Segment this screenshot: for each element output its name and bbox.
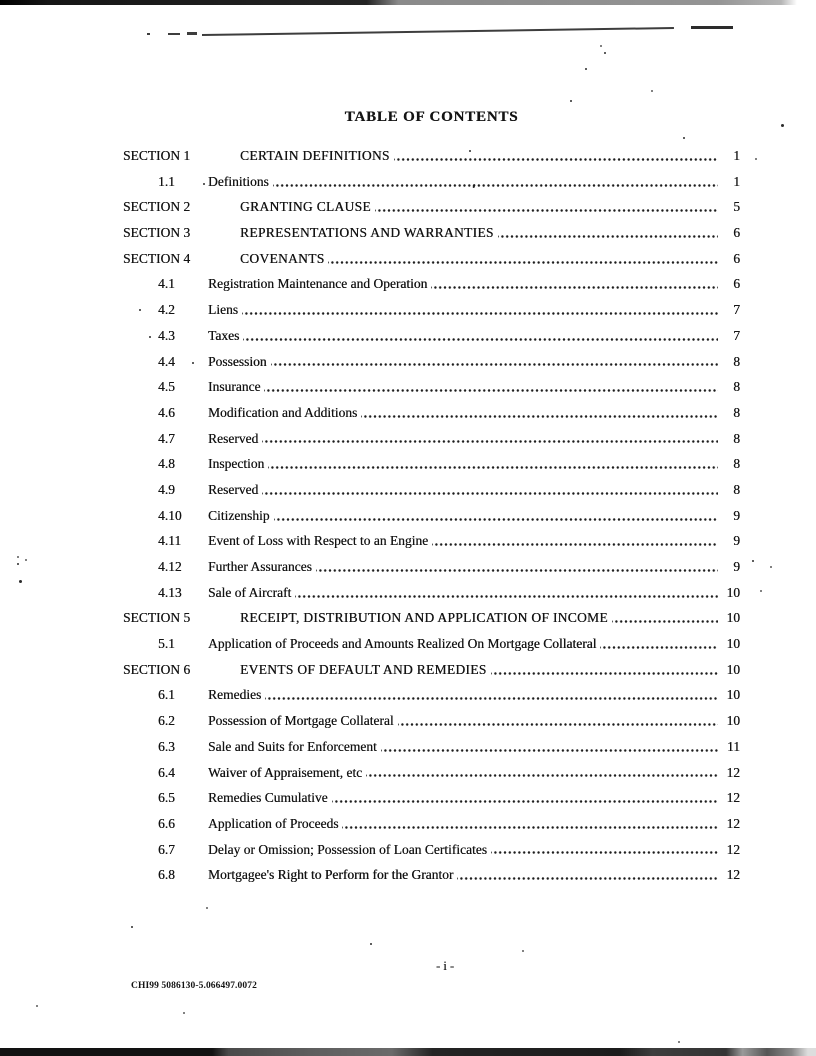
dot-leader (431, 271, 718, 297)
toc-entry-page: 8 (733, 379, 740, 395)
toc-entry-number: 5.1 (158, 636, 175, 652)
scan-speck (17, 563, 19, 565)
toc-entry-number: 4.13 (158, 584, 182, 600)
toc-entry-title: Definitions (208, 173, 269, 189)
toc-entry-number: 6.6 (158, 815, 175, 831)
toc-entry (123, 734, 740, 760)
toc-entry-title: Possession of Mortgage Collateral (208, 713, 394, 729)
toc-entry-title: Reserved (208, 481, 259, 497)
dot-leader (381, 734, 718, 760)
toc-entry (123, 657, 740, 683)
toc-entry-number: 4.7 (158, 430, 175, 446)
scan-speck (36, 1005, 38, 1007)
toc-entry-number: 4.6 (158, 404, 175, 420)
toc-entry-title: Further Assurances (208, 559, 312, 574)
table-of-contents (123, 143, 740, 888)
toc-entry-page: 9 (733, 559, 740, 574)
toc-entry-number: 4.11 (158, 533, 182, 549)
toc-entry-title: Liens (208, 302, 238, 318)
toc-entry-title: Remedies Cumulative (208, 790, 328, 806)
toc-entry-title: Registration Maintenance and Operation (208, 276, 428, 292)
toc-entry-title: Insurance (208, 379, 261, 395)
scan-speck (25, 559, 27, 561)
dot-leader (600, 631, 718, 657)
toc-entry-title: Application of Proceeds (208, 815, 339, 831)
toc-entry-title: Sale and Suits for Enforcement (208, 738, 377, 754)
toc-entry-number: SECTION 6 (123, 661, 191, 677)
scan-speck (206, 907, 208, 909)
toc-entry-title: EVENTS OF DEFAULT AND REMEDIES (240, 661, 487, 677)
toc-entry-title: Remedies (208, 687, 262, 703)
dot-leader (262, 426, 718, 452)
toc-entry-page: 10 (726, 610, 740, 626)
scan-speck (600, 45, 602, 47)
toc-entry-title: Taxes (208, 327, 240, 343)
toc-entry-page: 10 (726, 713, 740, 729)
scan-speck (760, 590, 762, 592)
toc-entry-number: 6.4 (158, 764, 175, 780)
toc-entry-page: 10 (726, 584, 740, 600)
dot-leader (394, 143, 718, 169)
toc-entry (123, 374, 740, 400)
toc-entry-title: Citizenship (208, 507, 270, 523)
toc-entry (123, 271, 740, 297)
scan-line-dash (691, 26, 733, 29)
scan-line-main (202, 26, 674, 35)
toc-entry-title: Possession (208, 353, 267, 369)
toc-entry (123, 503, 740, 529)
toc-entry (123, 323, 740, 349)
toc-entry-page: 12 (726, 790, 740, 806)
toc-entry-number: 6.3 (158, 738, 175, 754)
scan-speck (651, 90, 653, 92)
toc-entry-number: 4.5 (158, 379, 175, 395)
scan-speck (678, 1041, 680, 1043)
dot-leader (457, 862, 718, 888)
toc-entry-title: Mortgagee's Right to Perform for the Grantor (208, 867, 454, 883)
dot-leader (498, 220, 718, 246)
document-reference-number: CHI99 5086130-5.066497.0072 (131, 981, 257, 991)
toc-entry-page: 10 (726, 661, 740, 677)
toc-entry-number: SECTION 4 (123, 250, 191, 266)
toc-entry-number: 4.9 (158, 481, 175, 497)
toc-entry-page: 8 (733, 481, 740, 497)
scan-speck (131, 926, 133, 928)
scan-speck (585, 68, 587, 70)
dot-leader (328, 246, 718, 272)
dot-leader (316, 554, 718, 580)
toc-entry-page: 12 (726, 815, 740, 831)
toc-entry-page: 10 (726, 687, 740, 703)
scan-speck (570, 100, 572, 102)
scan-speck (19, 580, 22, 583)
dot-leader (274, 503, 719, 529)
dot-leader (342, 811, 718, 837)
dot-leader (264, 374, 718, 400)
dot-leader (262, 477, 718, 503)
toc-entry-page: 1 (733, 148, 740, 163)
toc-entry (123, 862, 740, 888)
toc-entry (123, 554, 740, 580)
toc-entry (123, 477, 740, 503)
scan-line-dash (168, 33, 180, 35)
toc-entry-number: 4.12 (158, 559, 182, 574)
dot-leader (491, 837, 718, 863)
scan-speck (17, 556, 19, 558)
toc-entry-number: SECTION 2 (123, 199, 191, 215)
toc-entry-number: 4.1 (158, 276, 175, 292)
toc-entry (123, 837, 740, 863)
toc-entry-title: COVENANTS (240, 250, 325, 266)
toc-entry-page: 8 (733, 430, 740, 446)
toc-entry-page: 9 (733, 533, 740, 549)
dot-leader (271, 349, 718, 375)
scan-line-dash (147, 33, 150, 35)
toc-entry-title: Delay or Omission; Possession of Loan Certificates (208, 841, 487, 857)
dot-leader (366, 760, 718, 786)
toc-entry-title: Sale of Aircraft (208, 584, 292, 600)
dot-leader (295, 580, 718, 606)
dot-leader (398, 708, 718, 734)
toc-entry-page: 8 (733, 456, 740, 472)
scan-speck (604, 52, 606, 54)
dot-leader (273, 169, 718, 195)
toc-entry-number: 1.1 (158, 173, 175, 189)
toc-entry-number: 4.3 (158, 327, 175, 343)
toc-entry-page: 1 (733, 173, 740, 189)
toc-entry-page: 12 (726, 764, 740, 780)
dot-leader (375, 194, 718, 220)
toc-entry-number: 4.10 (158, 507, 182, 523)
toc-entry (123, 605, 740, 631)
scan-speck (781, 124, 784, 127)
page-title: TABLE OF CONTENTS (344, 109, 519, 125)
toc-entry (123, 631, 740, 657)
toc-entry-title: GRANTING CLAUSE (240, 199, 371, 215)
toc-entry-page: 7 (733, 327, 740, 343)
toc-entry-page: 8 (733, 353, 740, 369)
toc-entry-number: 6.8 (158, 867, 175, 883)
toc-entry (123, 400, 740, 426)
toc-entry-title: Waiver of Appraisement, etc (208, 764, 363, 780)
toc-entry (123, 760, 740, 786)
toc-entry-page: 6 (733, 276, 740, 292)
toc-entry-number: 4.2 (158, 302, 175, 318)
footer-page-number: - i - (435, 959, 455, 973)
scan-speck (755, 158, 757, 160)
toc-entry (123, 220, 740, 246)
dot-leader (432, 528, 718, 554)
toc-entry-title: REPRESENTATIONS AND WARRANTIES (240, 225, 494, 241)
scan-speck (683, 137, 685, 139)
toc-entry-number: 6.1 (158, 687, 175, 703)
toc-entry (123, 528, 740, 554)
toc-entry (123, 426, 740, 452)
scan-edge-artifact-top (0, 0, 797, 5)
dot-leader (242, 297, 718, 323)
toc-entry-title: CERTAIN DEFINITIONS (240, 148, 390, 163)
toc-entry (123, 194, 740, 220)
toc-entry-number: 4.4 (158, 353, 175, 369)
toc-entry (123, 297, 740, 323)
dot-leader (243, 323, 718, 349)
toc-entry (123, 451, 740, 477)
scan-speck (522, 950, 524, 952)
toc-entry-number: SECTION 3 (123, 225, 191, 241)
scan-speck (183, 1012, 185, 1014)
dot-leader (612, 605, 718, 631)
dot-leader (265, 682, 718, 708)
scan-speck (752, 560, 754, 562)
toc-entry-number: 6.7 (158, 841, 175, 857)
toc-entry (123, 246, 740, 272)
dot-leader (361, 400, 718, 426)
toc-entry-page: 11 (727, 738, 740, 754)
toc-entry-number: SECTION 5 (123, 610, 191, 626)
toc-entry (123, 580, 740, 606)
toc-entry-title: RECEIPT, DISTRIBUTION AND APPLICATION OF INCOME (240, 610, 608, 626)
dot-leader (491, 657, 718, 683)
dot-leader (268, 451, 718, 477)
toc-entry-page: 8 (733, 404, 740, 420)
toc-entry-number: 6.5 (158, 790, 175, 806)
toc-entry (123, 785, 740, 811)
toc-entry-page: 6 (733, 250, 740, 266)
toc-entry-page: 5 (733, 199, 740, 215)
scan-edge-artifact-bottom (0, 1048, 816, 1056)
toc-entry-page: 12 (726, 867, 740, 883)
toc-entry-title: Application of Proceeds and Amounts Realized On Mortgage Collateral (208, 636, 597, 652)
toc-entry-page: 12 (726, 841, 740, 857)
toc-entry (123, 708, 740, 734)
toc-entry-page: 6 (733, 225, 740, 241)
scan-line-dash (187, 32, 197, 35)
toc-entry (123, 811, 740, 837)
scan-speck (370, 943, 372, 945)
toc-entry-number: SECTION 1 (123, 148, 191, 163)
toc-entry-page: 10 (726, 636, 740, 652)
toc-entry (123, 682, 740, 708)
scan-speck (770, 566, 772, 568)
toc-entry (123, 143, 740, 169)
toc-entry (123, 169, 740, 195)
toc-entry (123, 349, 740, 375)
toc-entry-title: Modification and Additions (208, 404, 358, 420)
toc-entry-title: Inspection (208, 456, 265, 472)
toc-entry-page: 7 (733, 302, 740, 318)
toc-entry-page: 9 (733, 507, 740, 523)
toc-entry-number: 6.2 (158, 713, 175, 729)
toc-entry-number: 4.8 (158, 456, 175, 472)
toc-entry-title: Reserved (208, 430, 259, 446)
toc-entry-title: Event of Loss with Respect to an Engine (208, 533, 429, 549)
dot-leader (332, 785, 718, 811)
